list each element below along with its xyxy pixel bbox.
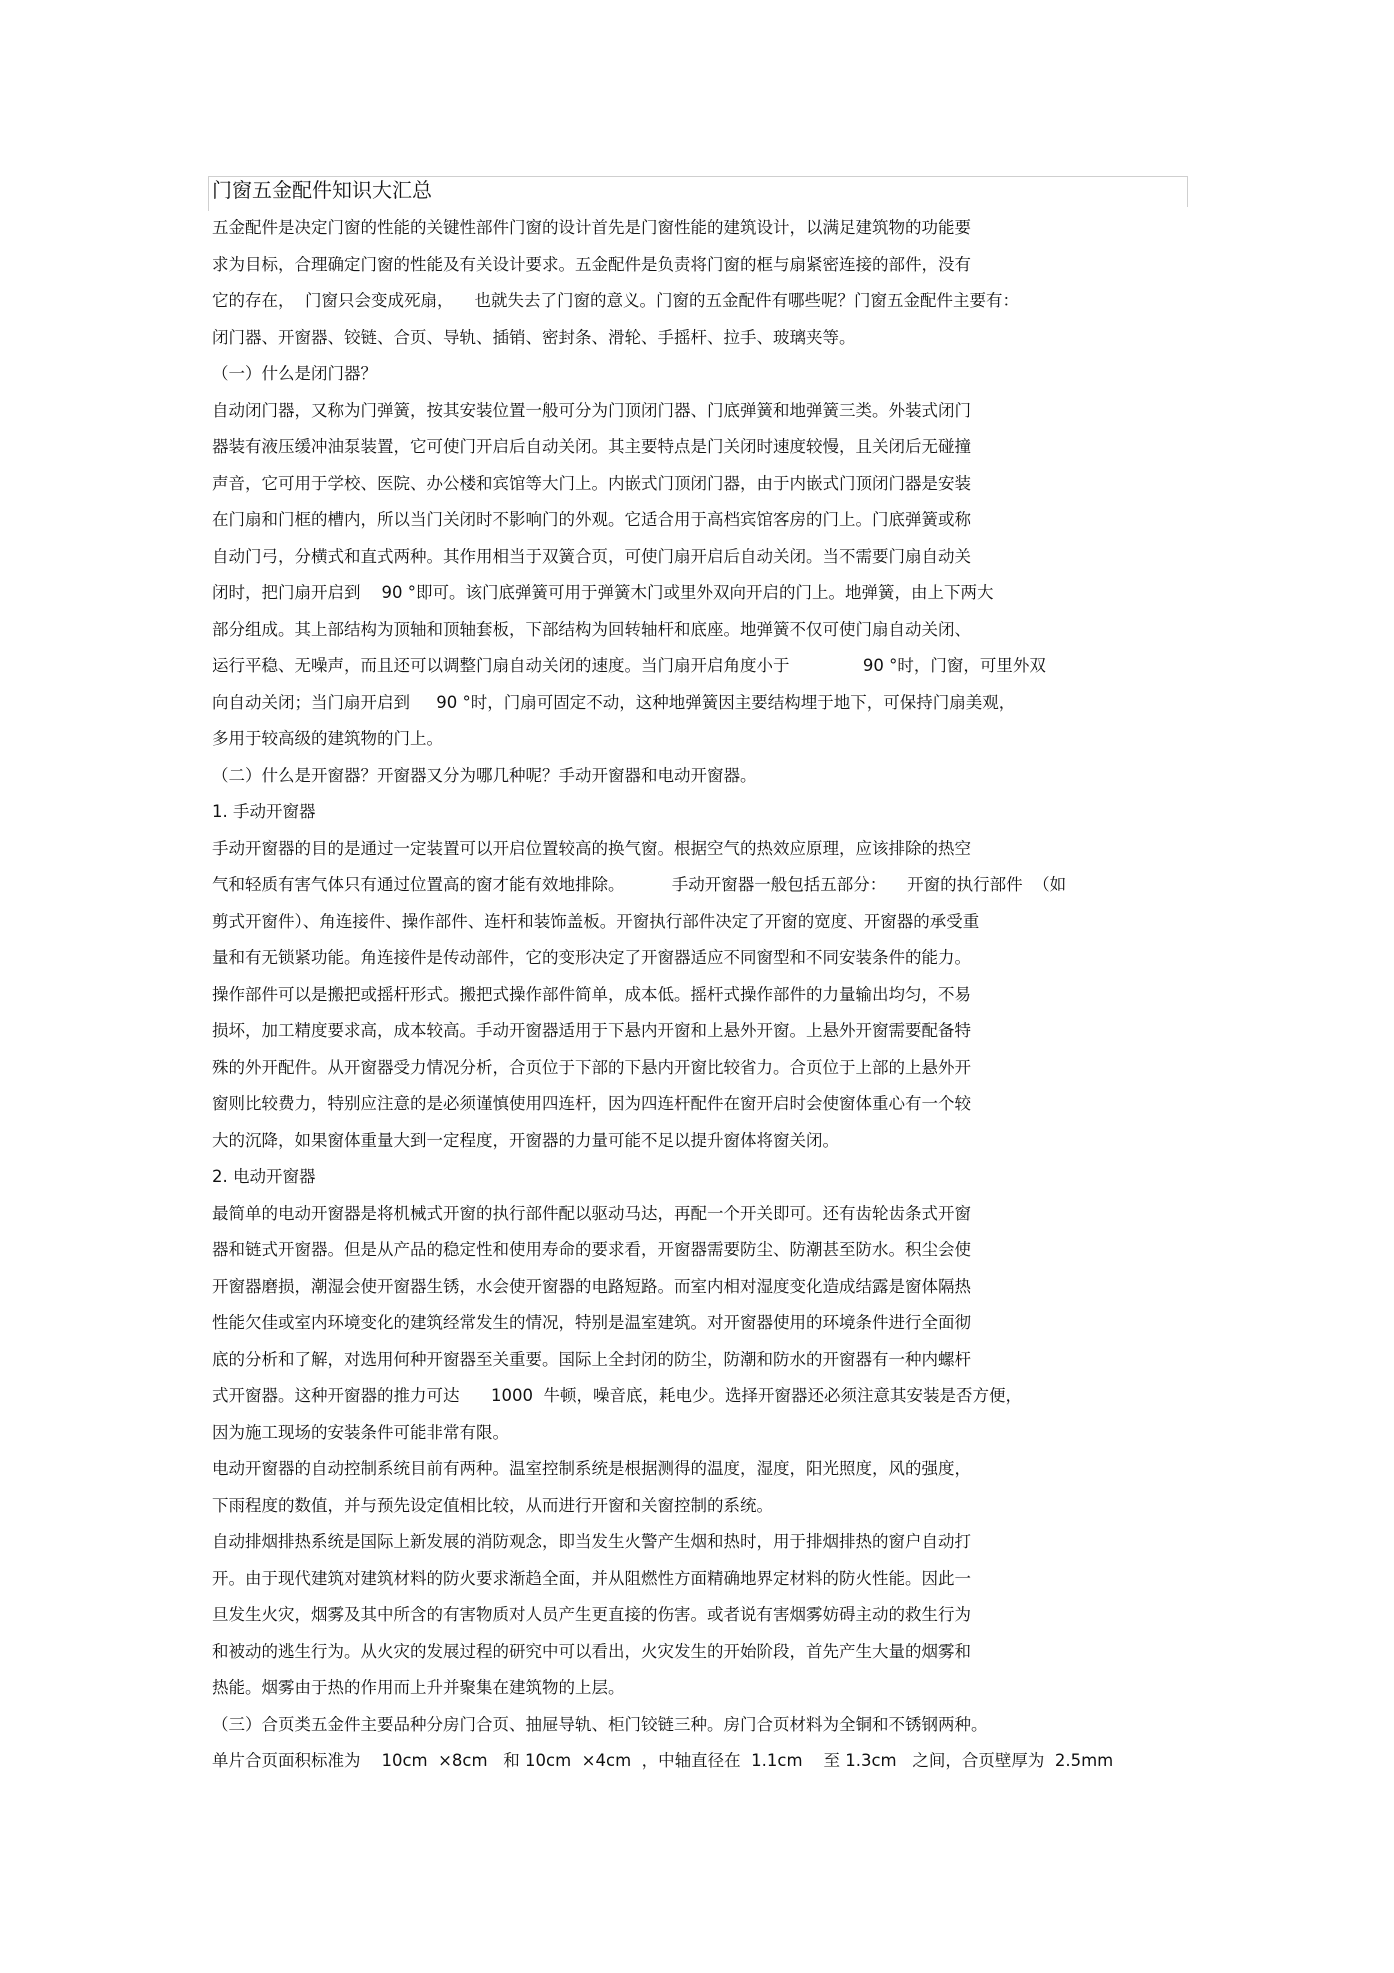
text-line: 式开窗器。这种开窗器的推力可达 1000 牛顿，噪音底，耗电少。选择开窗器还必须注意其安装是否方便， xyxy=(212,1386,1022,1405)
section-heading: （一）什么是闭门器？ xyxy=(212,364,377,383)
text-line: 闭门器、开窗器、铰链、合页、导轨、插销、密封条、滑轮、手摇杆、拉手、玻璃夹等。 xyxy=(212,327,856,347)
text-line: 自动门弓，分横式和直式两种。其作用相当于双簧合页，可使门扇开启后自动关闭。当不需要门扇自动关 xyxy=(212,546,971,566)
text-line: 器和链式开窗器。但是从产品的稳定性和使用寿命的要求看，开窗器需要防尘、防潮甚至防水。积尘会使 xyxy=(212,1240,971,1259)
subsection-heading: 2. 电动开窗器 xyxy=(212,1167,316,1186)
text-line: 剪式开窗件）、角连接件、操作部件、连杆和装饰盖板。开窗执行部件决定了开窗的宽度、开窗器的承受重 xyxy=(212,911,980,931)
text-line: 器装有液压缓冲油泵装置，它可使门开启后自动关闭。其主要特点是门关闭时速度较慢，且关闭后无碰撞 xyxy=(212,437,971,456)
text-line: 性能欠佳或室内环境变化的建筑经常发生的情况，特别是温室建筑。对开窗器使用的环境条件进行全面彻 xyxy=(212,1313,971,1332)
text-line: 窗则比较费力，特别应注意的是必须谨慎使用四连杆，因为四连杆配件在窗开启时会使窗体重心有一个较 xyxy=(212,1094,971,1113)
text-line: 向自动关闭；当门扇开启到 90 °时，门扇可固定不动，这种地弹簧因主要结构埋于地下，可保持门扇美观， xyxy=(212,692,1016,712)
text-line: 开。由于现代建筑对建筑材料的防火要求渐趋全面，并从阻燃性方面精确地界定材料的防火性能。因此一 xyxy=(212,1568,971,1588)
text-line: 因为施工现场的安装条件可能非常有限。 xyxy=(212,1422,509,1442)
text-line: 底的分析和了解，对选用何种开窗器至关重要。国际上全封闭的防尘，防潮和防水的开窗器有一种内螺杆 xyxy=(212,1349,971,1369)
subsection-heading: 1. 手动开窗器 xyxy=(212,802,316,821)
text-line: 部分组成。其上部结构为顶轴和顶轴套板，下部结构为回转轴杆和底座。地弹簧不仅可使门扇自动关闭、 xyxy=(212,619,971,639)
text-line: 开窗器磨损，潮湿会使开窗器生锈，水会使开窗器的电路短路。而室内相对湿度变化造成结露是窗体隔热 xyxy=(212,1276,971,1296)
text-line: 损坏，加工精度要求高，成本较高。手动开窗器适用于下悬内开窗和上悬外开窗。上悬外开窗需要配备特 xyxy=(212,1021,971,1040)
text-line: 殊的外开配件。从开窗器受力情况分析，合页位于下部的下悬内开窗比较省力。合页位于上部的上悬外开 xyxy=(212,1057,971,1077)
text-line: 手动开窗器的目的是通过一定装置可以开启位置较高的换气窗。根据空气的热效应原理，应该排除的热空 xyxy=(212,838,971,858)
text-line: 自动排烟排热系统是国际上新发展的消防观念，即当发生火警产生烟和热时，用于排烟排热的窗户自动打 xyxy=(212,1532,971,1551)
document-body xyxy=(212,210,1187,1780)
text-line: 单片合页面积标准为 10cm ×8cm 和 10cm ×4cm ，中轴直径在 1.1cm 至 1.3cm 之间，合页壁厚为 2.5mm xyxy=(212,1751,1114,1770)
text-line: 热能。烟雾由于热的作用而上升并聚集在建筑物的上层。 xyxy=(212,1678,625,1697)
text-line: 在门扇和门框的槽内，所以当门关闭时不影响门的外观。它适合用于高档宾馆客房的门上。门底弹簧或称 xyxy=(212,510,971,529)
text-line: 声音，它可用于学校、医院、办公楼和宾馆等大门上。内嵌式门顶闭门器，由于内嵌式门顶闭门器是安装 xyxy=(212,473,971,493)
text-line: 闭时，把门扇开启到 90 °即可。该门底弹簧可用于弹簧木门或里外双向开启的门上。地弹簧，由上下两大 xyxy=(212,583,994,602)
document-title: 门窗五金配件知识大汇总 xyxy=(212,178,432,202)
text-line: 求为目标，合理确定门窗的性能及有关设计要求。五金配件是负责将门窗的框与扇紧密连接的部件，没有 xyxy=(212,254,971,274)
text-line: 和被动的逃生行为。从火灾的发展过程的研究中可以看出，火灾发生的开始阶段，首先产生大量的烟雾和 xyxy=(212,1641,971,1661)
text-line: 电动开窗器的自动控制系统目前有两种。温室控制系统是根据测得的温度，湿度，阳光照度，风的强度， xyxy=(212,1459,971,1478)
text-line: 操作部件可以是搬把或摇杆形式。搬把式操作部件简单，成本低。摇杆式操作部件的力量输出均匀，不易 xyxy=(212,984,971,1004)
text-line: 旦发生火灾，烟雾及其中所含的有害物质对人员产生更直接的伤害。或者说有害烟雾妨碍主动的救生行为 xyxy=(212,1605,971,1624)
text-line: 它的存在， 门窗只会变成死扇， 也就失去了门窗的意义。门窗的五金配件有哪些呢？门窗五金配件主要有： xyxy=(212,291,1019,310)
section-heading: （二）什么是开窗器？开窗器又分为哪几种呢？手动开窗器和电动开窗器。 xyxy=(212,765,757,785)
text-line: 运行平稳、无噪声，而且还可以调整门扇自动关闭的速度。当门扇开启角度小于 90 °时，门窗，可里外双 xyxy=(212,656,1046,675)
frame-right-edge xyxy=(1187,177,1188,207)
frame-left-edge xyxy=(208,177,209,211)
text-line: 下雨程度的数值，并与预先设定值相比较，从而进行开窗和关窗控制的系统。 xyxy=(212,1495,773,1515)
text-line: 气和轻质有害气体只有通过位置高的窗才能有效地排除。 手动开窗器一般包括五部分： 开窗的执行部件 （如 xyxy=(212,875,1067,894)
section-heading: （三）合页类五金件主要品种分房门合页、抽屉导轨、柜门铰链三种。房门合页材料为全铜和不锈钢两种。 xyxy=(212,1714,988,1734)
text-line: 自动闭门器，又称为门弹簧，按其安装位置一般可分为门顶闭门器、门底弹簧和地弹簧三类。外装式闭门 xyxy=(212,400,971,420)
text-line: 最简单的电动开窗器是将机械式开窗的执行部件配以驱动马达，再配一个开关即可。还有齿轮齿条式开窗 xyxy=(212,1203,971,1223)
text-line: 大的沉降，如果窗体重量大到一定程度，开窗器的力量可能不足以提升窗体将窗关闭。 xyxy=(212,1130,839,1150)
text-line: 量和有无锁紧功能。角连接件是传动部件，它的变形决定了开窗器适应不同窗型和不同安装条件的能力。 xyxy=(212,948,971,967)
text-line: 五金配件是决定门窗的性能的关键性部件门窗的设计首先是门窗性能的建筑设计，以满足建筑物的功能要 xyxy=(212,218,971,237)
text-line: 多用于较高级的建筑物的门上。 xyxy=(212,729,443,748)
